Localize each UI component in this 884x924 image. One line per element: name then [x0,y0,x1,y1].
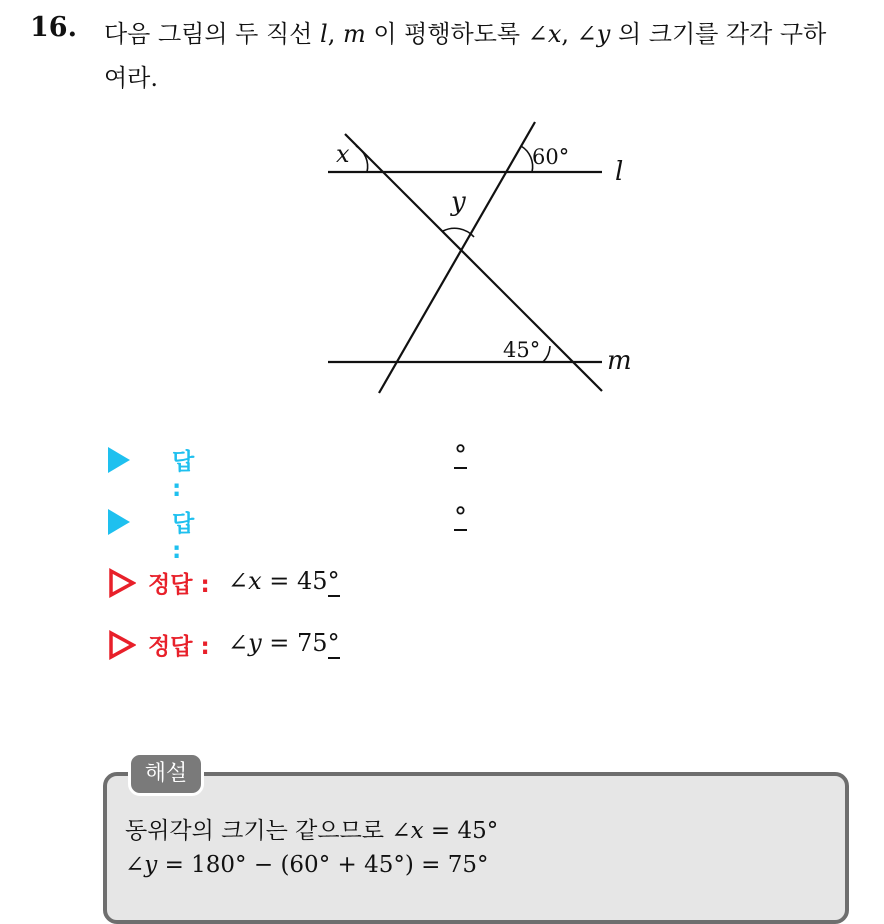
label-y: y [451,187,466,217]
question-text-line2: 여라. [104,64,158,92]
solution-label: 정답 : [148,634,210,660]
label-m: m [607,346,632,376]
question-text-part: 이 평행하도록 [365,20,528,48]
explanation-eq: = 45° [423,818,499,844]
comma: , [561,20,577,48]
solution-unit: ° [327,567,340,595]
label-60: 60° [532,145,570,169]
explanation-box [103,772,849,924]
var-m: m [342,20,366,48]
explanation-text: 동위각의 크기는 같으므로 [125,818,392,844]
solution-value [228,629,340,657]
explanation-line-1 [125,812,498,845]
parallel-lines-figure [300,110,650,400]
play-triangle-icon [108,447,130,473]
question-number: 16. [30,12,77,43]
solution-angle: ∠y [228,629,262,657]
question-text-part: 의 크기를 각각 구하 [610,20,827,48]
explanation-line-2 [125,852,489,878]
solution-row-1 [108,566,608,606]
solution-angle: ∠x [228,567,262,595]
var-l: l [320,20,328,48]
answer-label: 답 : [172,449,195,502]
answer-blank[interactable] [454,441,467,471]
arc-45 [543,346,550,362]
explanation-angle: ∠y [125,852,158,878]
explanation-angle: ∠x [391,818,424,844]
play-triangle-icon [108,509,130,535]
solution-value [228,567,340,595]
outline-triangle-icon [108,568,136,598]
solution-eq: = 75 [261,629,328,657]
arc-60 [521,146,533,172]
label-x: x [336,140,350,168]
comma: , [327,20,343,48]
question-text-part: 다음 그림의 두 직선 [104,20,320,48]
label-l: l [615,157,624,187]
angle-y: ∠y [576,20,611,48]
solution-unit: ° [327,629,340,657]
solution-label: 정답 : [148,572,210,598]
solution-eq: = 45 [261,567,328,595]
label-45: 45° [503,338,541,362]
answer-label: 답 : [172,511,195,564]
explanation-eq: = 180° − (60° + 45°) = 75° [157,852,489,878]
answer-blank[interactable] [454,503,467,533]
degree-unit: ° [454,503,467,533]
arc-x [356,146,368,172]
angle-x: ∠x [527,20,562,48]
degree-unit: ° [454,441,467,471]
question-text [104,12,874,100]
explanation-tag: 해설 [128,752,204,796]
solution-row-2 [108,628,608,668]
outline-triangle-icon [108,630,136,660]
